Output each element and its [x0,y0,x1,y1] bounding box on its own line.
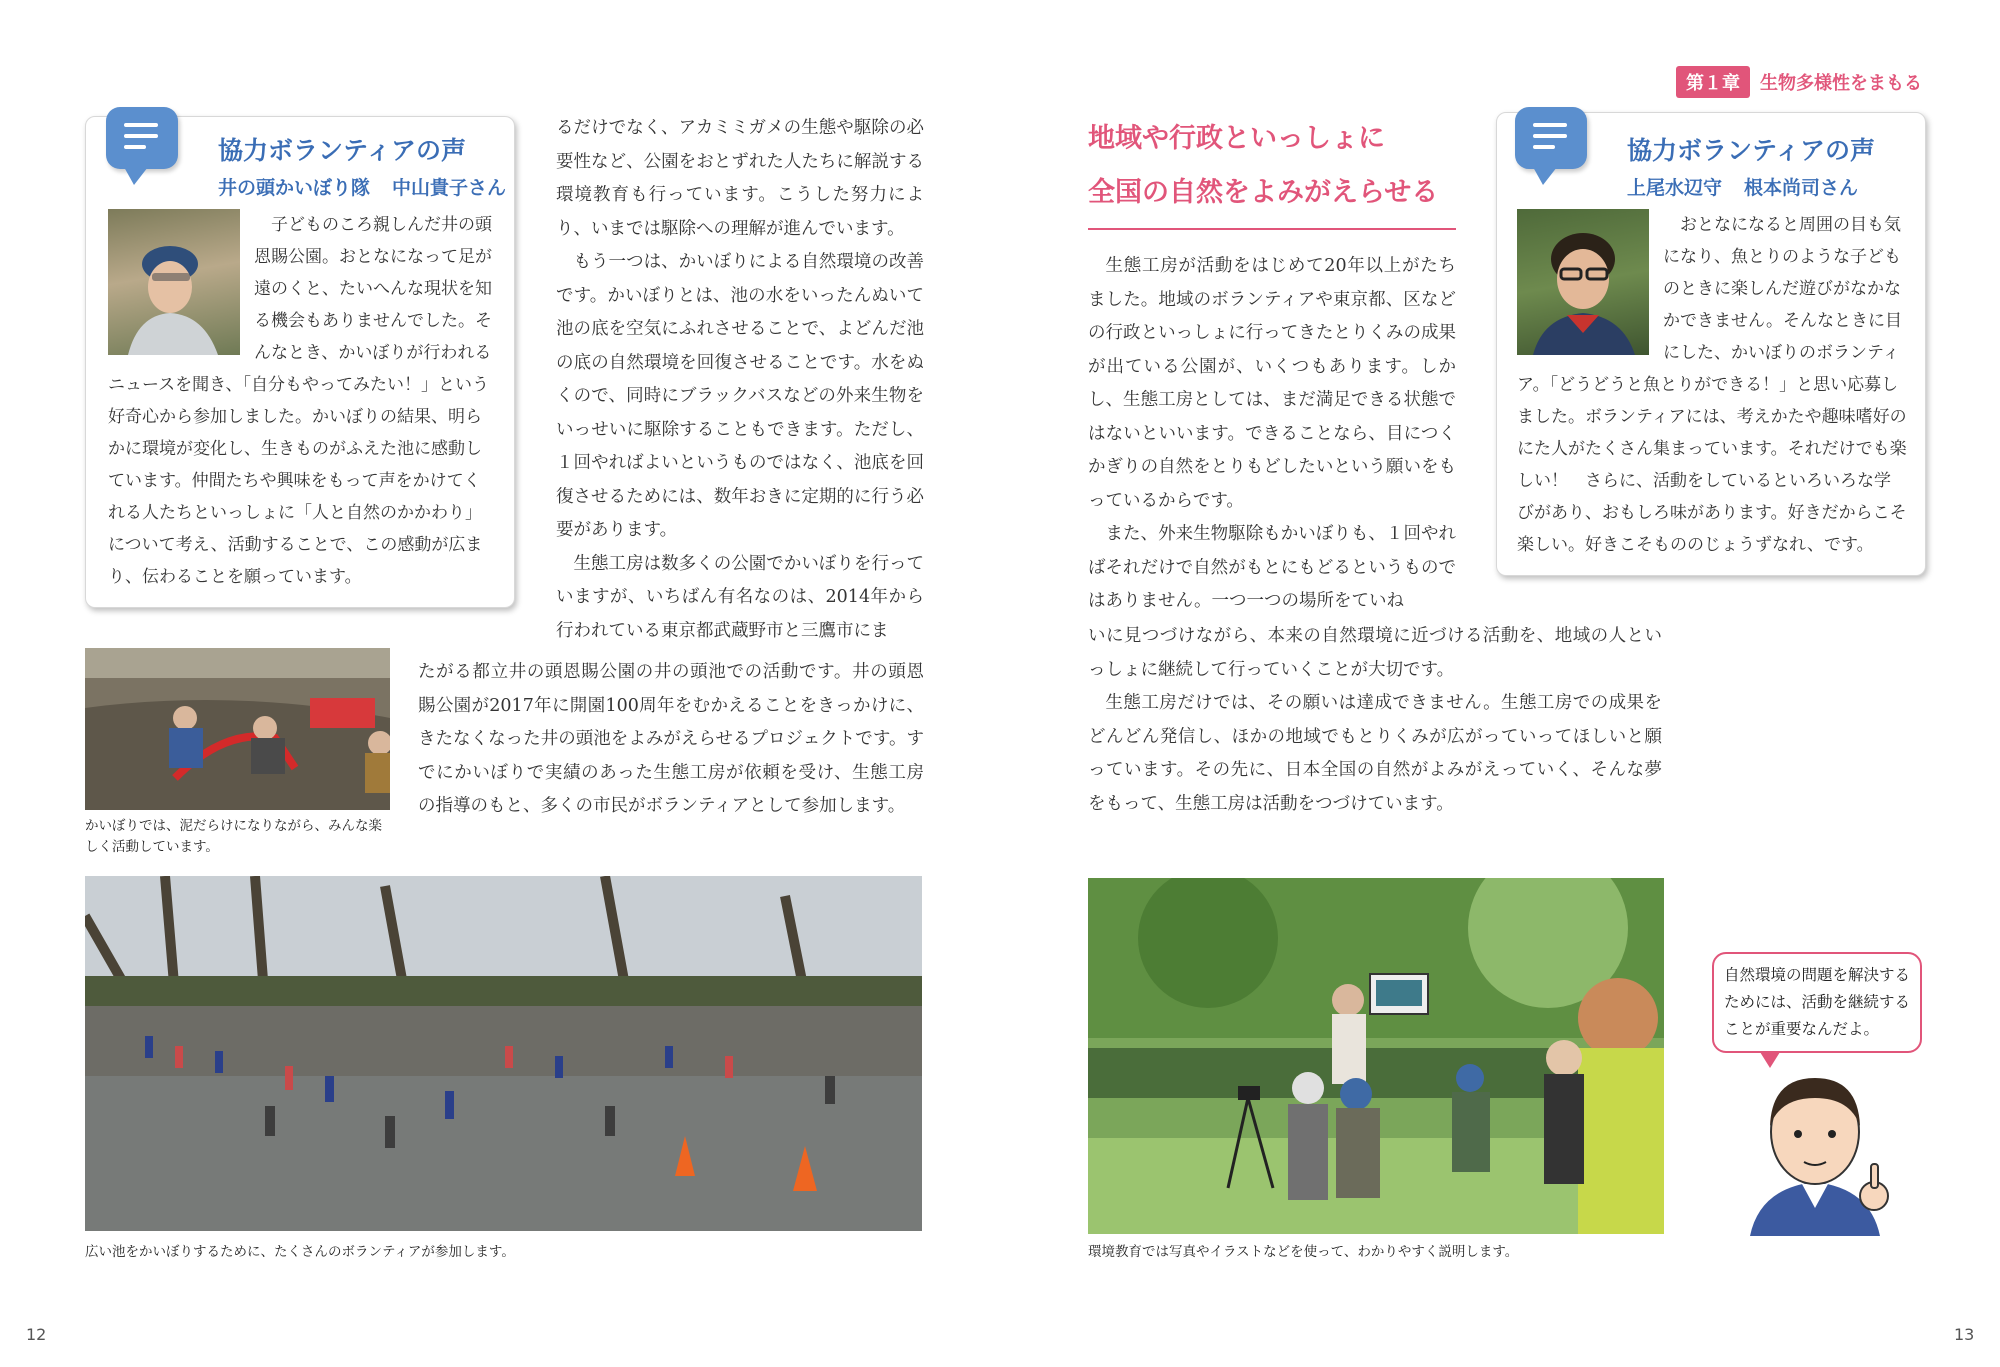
left-body-column [556,112,924,648]
right-body-para-2: また、外来生物駆除もかいぼりも、１回やればそれだけで自然がもとにもどるというものではありません。一つ一つの場所をていね [1088,524,1456,611]
left-voice-group: 井の頭かいぼり隊 [218,177,371,199]
caption-right-photo: 環境教育では写真やイラストなどを使って、わかりやすく説明します。 [1088,1244,1519,1260]
right-voice-text-block [1517,209,1907,561]
heading-line-2: 全国の自然をよみがえらせる [1088,177,1439,208]
right-body-para-1: 生態工房が活動をはじめて20年以上がたちました。地域のボランティアや東京都、区などの行政といっしょに行ってきたとりくみの成果が出ている公園が、いくつもあります。しかし、生態工房としては、まだ満足できる状態ではないといいます。できることなら、目につくかぎりの自然をとりもどしたいという願いをもっているからです。 [1088,256,1456,511]
left-body-wide-para: たがる都立井の頭恩賜公園の井の頭池での活動です。井の頭恩賜公園が2017年に開園100周年をむかえることをきっかけに、きたなくなった井の頭池をよみがえらせるプロジェクトです。すでにかいぼりで実績のあった生態工房が依頼を受け、生態工房の指導のもと、多くの市民がボランティアとして参加します。 [418,662,924,816]
portrait-man-image [1517,209,1649,355]
heading-line-1: 地域や行政といっしょに [1088,123,1385,154]
chapter-number: 第１章 [1676,66,1750,98]
portrait-woman-image [108,209,240,355]
left-voice-text: 子どものころ親しんだ井の頭恩賜公園。おとなになって足が遠のくと、たいへんな現状を知る機会もありませんでした。そんなとき、かいぼりが行われるニュースを聞き、「自分もやってみたい！」という好奇心から参加しました。かいぼりの結果、明らかに環境が変化し、生きものがふえた池に感動しています。仲間たちや興味をもって声をかけてくれる人たちといっしょに「人と自然のかかわり」について考え、活動することで、この感動が広まり、伝わることを願っています。 [108,215,492,587]
left-body-para-3: 生態工房は数多くの公園でかいぼりを行っていますが、いちばん有名なのは、2014年から行われている東京都武蔵野市と三鷹市にま [556,553,924,641]
chapter-tag [1676,66,1922,98]
left-voice-name [218,173,506,200]
right-voice-name [1627,173,1858,200]
left-voice-text-block [108,209,496,593]
kaibori-small-photo [85,648,390,810]
kaibori-big-photo [85,876,922,1231]
pond-volunteers-image [85,876,922,1231]
caption-small-photo: かいぼりでは、泥だらけになりながら、みんな楽しく活動しています。 [85,818,382,855]
guide-character-illustration [1730,1068,1900,1236]
right-voice-group: 上尾水辺守 [1627,177,1723,199]
left-body-wide [418,656,924,824]
character-speech-bubble [1712,952,1922,1053]
left-body-para-2: もう一つは、かいぼりによる自然環境の改善です。かいぼりとは、池の水をいったんぬいて池の底を空気にふれさせることで、よどんだ池の底の自然環境を回復させることです。水をぬくので、同時にブラックバスなどの外来生物をいっせいに駆除することもできます。ただし、１回やればよいというものではなく、池底を回復させるためには、数年おきに定期的に行う必要があります。 [556,252,924,540]
chapter-title: 生物多様性をまもる [1760,73,1922,94]
man-character-icon [1730,1068,1900,1236]
right-voice-box [1496,112,1926,576]
speech-text: 自然環境の問題を解決するためには、活動を継続することが重要なんだよ。 [1724,966,1911,1038]
right-body-wide [1088,620,1662,821]
right-voice-person: 根本尚司さん [1744,177,1859,199]
right-body-column [1088,250,1456,619]
section-heading [1088,112,1458,220]
page-number-right: 13 [1954,1325,1975,1344]
left-voice-title: 協力ボランティアの声 [218,136,467,165]
page-number-left: 12 [26,1325,47,1344]
right-voice-text: おとなになると周囲の目も気になり、魚とりのような子どものときに楽しんだ遊びがなかなかできません。そんなときに目にした、かいぼりのボランティア。「どうどうと魚とりができる！」と思い応募しました。ボランティアには、考えかたや趣味嗜好のにた人がたくさん集まっています。それだけでも楽しい！ さらに、活動をしているといろいろな学びがあり、おもしろ味があります。好きだからこそ楽しい。好きこそもののじょうずなれ、です。 [1517,215,1907,555]
volunteers-in-mud-image [85,648,390,810]
left-voice-box [85,116,515,608]
guide-explaining-image [1088,878,1664,1234]
speech-bubble-icon [1515,107,1587,169]
right-volunteer-photo [1517,209,1649,355]
caption-big-left: 広い池をかいぼりするために、たくさんのボランティアが参加します。 [85,1244,515,1260]
left-body-para-1: るだけでなく、アカミミガメの生態や駆除の必要性など、公園をおとずれた人たちに解説する環境教育も行っています。こうした努力により、いまでは駆除への理解が進んでいます。 [556,118,924,239]
heading-underline [1088,228,1456,230]
speech-tail [1760,1052,1780,1068]
right-body-wide-para-1: いに見つづけながら、本来の自然環境に近づける活動を、地域の人といっしょに継続して行っていくことが大切です。 [1088,626,1662,680]
speech-bubble-icon [106,107,178,169]
left-voice-person: 中山貴子さん [392,177,507,199]
right-body-wide-para-2: 生態工房だけでは、その願いは達成できません。生態工房での成果をどんどん発信し、ほかの地域でもとりくみが広がっていってほしいと願っています。その先に、日本全国の自然がよみがえっていく、そんな夢をもって、生態工房は活動をつづけています。 [1088,693,1662,814]
left-volunteer-photo [108,209,240,355]
right-voice-title: 協力ボランティアの声 [1627,136,1876,165]
environmental-education-photo [1088,878,1664,1234]
